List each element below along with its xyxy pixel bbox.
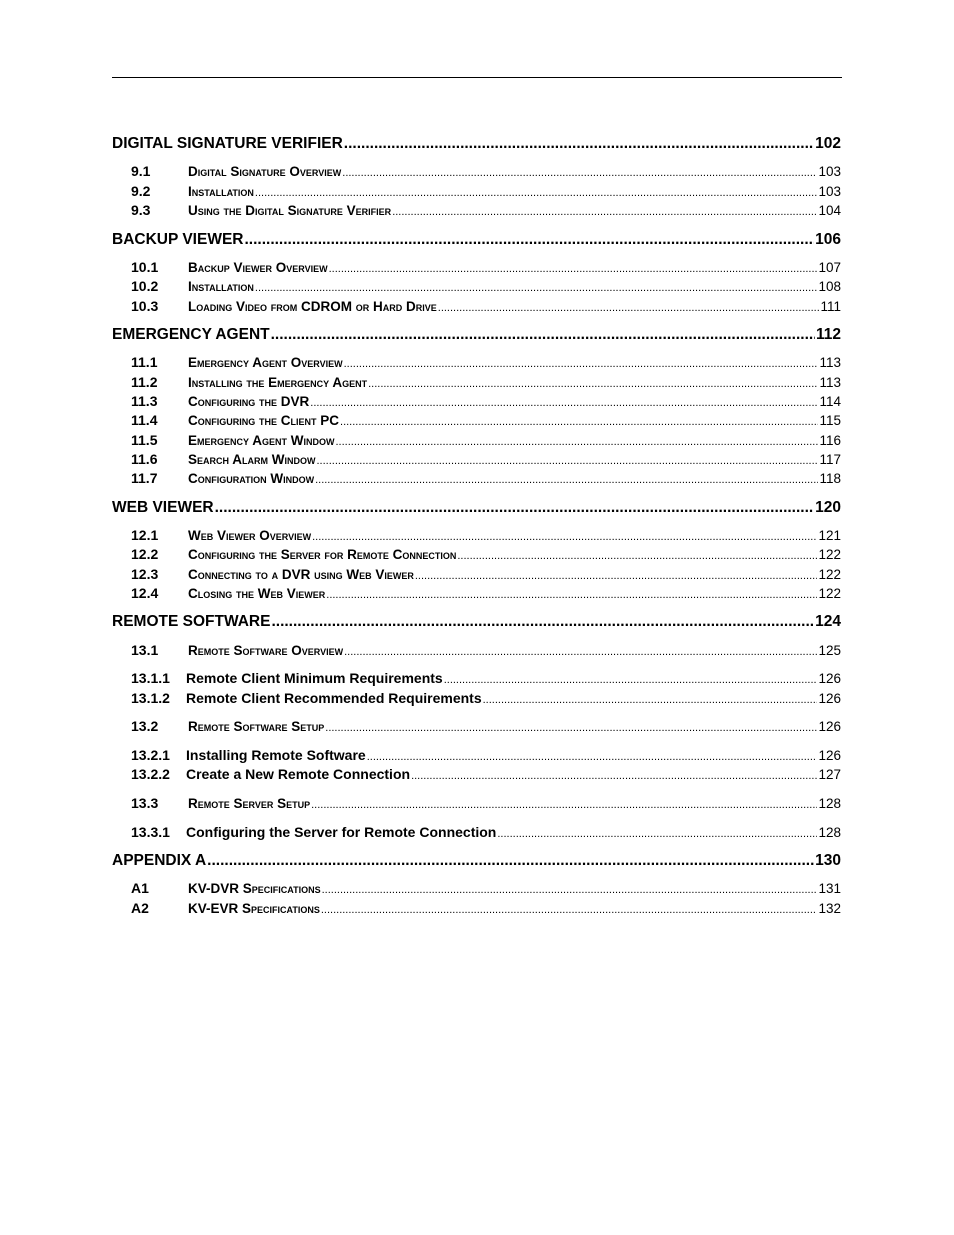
toc-number: 13.2 — [131, 718, 159, 734]
toc-page-number: 131 — [818, 881, 841, 896]
toc-title: Remote Client Minimum Requirements — [186, 670, 443, 686]
toc-page-number: 126 — [818, 748, 841, 763]
toc-page-number: 121 — [818, 528, 841, 543]
dot-leader — [444, 674, 818, 686]
toc-title: Web Viewer Overview — [188, 528, 312, 543]
toc-title: Remote Software Setup — [188, 719, 325, 734]
dot-leader — [255, 282, 818, 294]
toc-number: 12.3 — [131, 566, 159, 582]
dot-leader — [271, 326, 815, 344]
toc-section[interactable] — [112, 718, 841, 734]
toc-section[interactable] — [112, 470, 841, 486]
toc-title: Search Alarm Window — [188, 452, 316, 467]
toc-title: EMERGENCY AGENT — [112, 326, 270, 343]
toc-number: A1 — [131, 880, 149, 896]
toc-number: 10.2 — [131, 278, 159, 294]
dot-leader — [392, 206, 817, 218]
toc-number: 9.3 — [131, 202, 151, 218]
toc-number: 10.3 — [131, 298, 159, 314]
toc-page-number: 127 — [818, 767, 841, 782]
toc-title: KV-DVR Specifications — [188, 881, 321, 896]
toc-title: Create a New Remote Connection — [186, 766, 411, 782]
dot-leader — [329, 263, 818, 275]
dot-leader — [415, 570, 818, 582]
toc-page-number: 115 — [819, 413, 841, 428]
toc-title: KV-EVR Specifications — [188, 901, 320, 916]
toc-title: Remote Client Recommended Requirements — [186, 690, 482, 706]
header-rule — [112, 77, 842, 78]
toc-subsection[interactable] — [112, 824, 841, 840]
toc-title: Installation — [188, 184, 254, 199]
toc-section[interactable] — [112, 585, 841, 601]
toc-section[interactable] — [112, 354, 841, 370]
dot-leader — [255, 187, 818, 199]
toc-number: 11.4 — [131, 412, 158, 428]
toc-page-number: 114 — [819, 394, 841, 409]
toc-section[interactable] — [112, 278, 841, 294]
toc-page-number: 111 — [820, 299, 841, 314]
toc-page-number: 124 — [815, 613, 841, 630]
dot-leader — [310, 397, 818, 409]
toc-page-number: 113 — [819, 375, 841, 390]
toc-page-number: 120 — [815, 499, 841, 516]
dot-leader — [368, 378, 818, 390]
toc-section[interactable] — [112, 546, 841, 562]
toc-page-number: 103 — [818, 164, 841, 179]
toc-section[interactable] — [112, 527, 841, 543]
toc-number: 11.6 — [131, 451, 158, 467]
toc-section[interactable] — [112, 183, 841, 199]
dot-leader — [322, 884, 818, 896]
toc-section[interactable] — [112, 202, 841, 218]
toc-title: BACKUP VIEWER — [112, 231, 244, 248]
toc-title: Installing the Emergency Agent — [188, 375, 368, 390]
toc-page-number: 128 — [818, 796, 841, 811]
toc-chapter[interactable] — [112, 852, 841, 870]
toc-title: DIGITAL SIGNATURE VERIFIER — [112, 135, 343, 152]
toc-chapter[interactable] — [112, 326, 841, 344]
toc-number: 11.1 — [131, 354, 158, 370]
toc-page-number: 122 — [818, 547, 841, 562]
toc-chapter[interactable] — [112, 499, 841, 517]
toc-page-number: 103 — [818, 184, 841, 199]
toc-number: 11.5 — [131, 432, 158, 448]
toc-subsection[interactable] — [112, 766, 841, 782]
toc-section[interactable] — [112, 163, 841, 179]
toc-section[interactable] — [112, 432, 841, 448]
toc-section[interactable] — [112, 900, 841, 916]
toc-section[interactable] — [112, 393, 841, 409]
dot-leader — [344, 135, 814, 153]
toc-title: Configuration Window — [188, 471, 315, 486]
dot-leader — [326, 589, 817, 601]
toc-page-number: 118 — [819, 471, 841, 486]
toc-chapter[interactable] — [112, 135, 841, 153]
toc-title: Configuring the Client PC — [188, 413, 340, 428]
toc-subsection[interactable] — [112, 670, 841, 686]
toc-title: Using the Digital Signature Verifier — [188, 203, 392, 218]
toc-title: APPENDIX A — [112, 852, 207, 869]
toc-number: 13.1.2 — [131, 690, 170, 706]
toc-number: 10.1 — [131, 259, 159, 275]
toc-title: Installing Remote Software — [186, 747, 366, 763]
dot-leader — [325, 722, 817, 734]
toc-section[interactable] — [112, 412, 841, 428]
toc-page-number: 106 — [815, 231, 841, 248]
toc-chapter[interactable] — [112, 613, 841, 631]
dot-leader — [497, 828, 817, 840]
toc-title: WEB VIEWER — [112, 499, 214, 516]
toc-page-number: 102 — [815, 135, 841, 152]
toc-page-number: 117 — [819, 452, 841, 467]
toc-page-number: 130 — [815, 852, 841, 869]
toc-number: 13.1.1 — [131, 670, 170, 686]
dot-leader — [344, 358, 819, 370]
toc-number: 13.3.1 — [131, 824, 170, 840]
toc-page-number: 132 — [818, 901, 841, 916]
toc-section[interactable] — [112, 795, 841, 811]
toc-number: 12.4 — [131, 585, 159, 601]
toc-title: Installation — [188, 279, 254, 294]
dot-leader — [340, 416, 818, 428]
toc-title: Configuring the DVR — [188, 394, 310, 409]
toc-number: 13.3 — [131, 795, 159, 811]
toc-page-number: 112 — [815, 326, 841, 343]
toc-number: 13.2.2 — [131, 766, 170, 782]
toc-title: Connecting to a DVR using Web Viewer — [188, 567, 414, 582]
toc-subsection[interactable] — [112, 747, 841, 763]
toc-number: 9.2 — [131, 183, 151, 199]
toc-page-number: 126 — [818, 719, 841, 734]
toc-number: 11.2 — [131, 374, 158, 390]
toc-page-number: 116 — [819, 433, 841, 448]
toc-page-number: 125 — [818, 643, 841, 658]
toc-page-number: 128 — [818, 825, 841, 840]
toc-page-number: 107 — [818, 260, 841, 275]
toc-number: 12.2 — [131, 546, 159, 562]
toc-title: Configuring the Server for Remote Connection — [188, 547, 457, 562]
toc-page-number: 108 — [818, 279, 841, 294]
toc-number: 13.1 — [131, 642, 159, 658]
dot-leader — [312, 531, 817, 543]
toc-section[interactable] — [112, 451, 841, 467]
dot-leader — [344, 646, 817, 658]
dot-leader — [271, 613, 814, 631]
toc-section[interactable] — [112, 566, 841, 582]
toc-page-number: 126 — [818, 691, 841, 706]
dot-leader — [342, 167, 817, 179]
dot-leader — [336, 436, 819, 448]
dot-leader — [315, 474, 818, 486]
dot-leader — [321, 904, 818, 916]
toc-number: 12.1 — [131, 527, 159, 543]
dot-leader — [317, 455, 819, 467]
dot-leader — [311, 799, 817, 811]
toc-section[interactable] — [112, 642, 841, 658]
toc-number: A2 — [131, 900, 149, 916]
toc-number: 11.7 — [131, 470, 158, 486]
toc-title: Emergency Agent Overview — [188, 355, 343, 370]
toc-title: REMOTE SOFTWARE — [112, 613, 271, 630]
toc-title: Emergency Agent Window — [188, 433, 335, 448]
toc-section[interactable] — [112, 374, 841, 390]
toc-title: Remote Server Setup — [188, 796, 311, 811]
toc-title: Configuring the Server for Remote Connection — [186, 824, 497, 840]
toc-page-number: 122 — [818, 586, 841, 601]
dot-leader — [367, 751, 818, 763]
dot-leader — [483, 694, 818, 706]
toc-title: Remote Software Overview — [188, 643, 344, 658]
toc-page-number: 104 — [818, 203, 841, 218]
toc-title: Loading Video from CDROM or Hard Drive — [188, 299, 437, 314]
dot-leader — [215, 499, 815, 517]
toc-number: 9.1 — [131, 163, 151, 179]
toc-page-number: 122 — [818, 567, 841, 582]
toc-section[interactable] — [112, 298, 841, 314]
toc-chapter[interactable] — [112, 231, 841, 249]
toc-subsection[interactable] — [112, 690, 841, 706]
toc-page-number: 126 — [818, 671, 841, 686]
dot-leader — [411, 770, 817, 782]
toc-section[interactable] — [112, 259, 841, 275]
toc-number: 13.2.1 — [131, 747, 170, 763]
dot-leader — [244, 231, 814, 249]
toc-page-number: 113 — [819, 355, 841, 370]
dot-leader — [457, 550, 817, 562]
toc-number: 11.3 — [131, 393, 158, 409]
toc-title: Closing the Web Viewer — [188, 586, 326, 601]
toc-title: Digital Signature Overview — [188, 164, 342, 179]
toc-title: Backup Viewer Overview — [188, 260, 328, 275]
dot-leader — [207, 852, 814, 870]
toc-section[interactable] — [112, 880, 841, 896]
dot-leader — [438, 302, 820, 314]
